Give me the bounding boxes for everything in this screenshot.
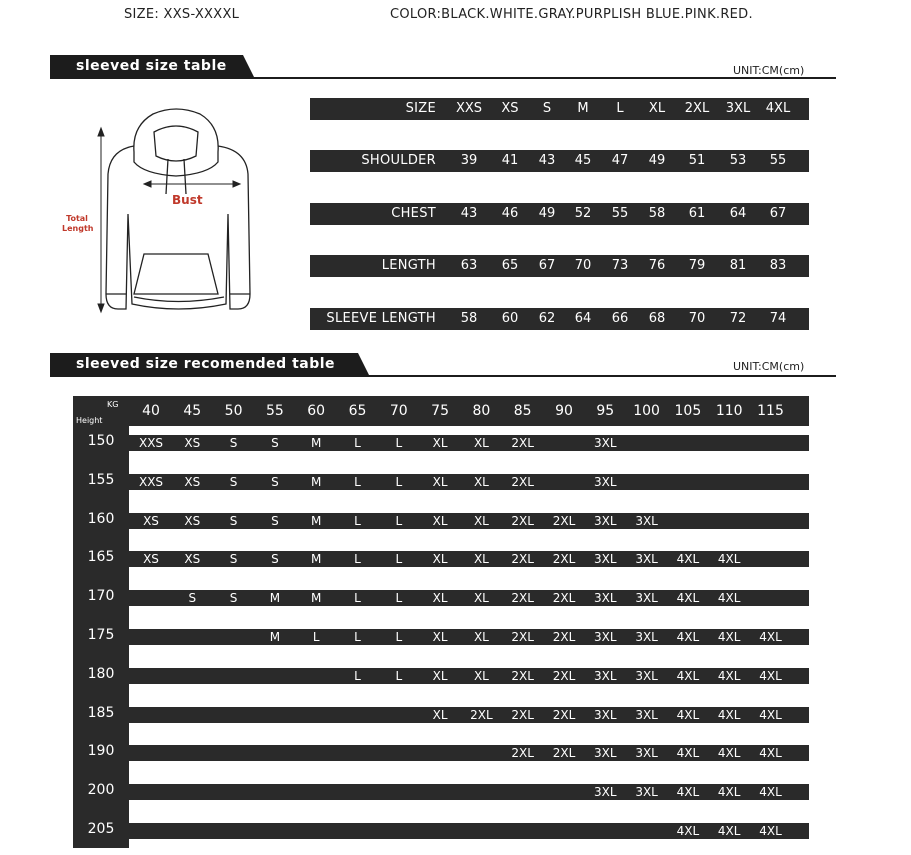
size-table-cell: 58	[648, 206, 666, 221]
kg-header-cell: 110	[715, 403, 743, 419]
recommended-row	[73, 665, 809, 684]
recommended-size-cell: 2XL	[511, 668, 534, 683]
recommended-size-cell: 4XL	[676, 591, 700, 606]
bust-label: Bust	[172, 193, 203, 207]
size-table-row-label: CHEST	[391, 206, 436, 221]
recommended-size-cell: 4XL	[759, 707, 782, 722]
size-table-cell: 43	[460, 206, 478, 221]
recommended-row	[73, 629, 809, 645]
recommended-size-cell: 3XL	[635, 630, 658, 644]
size-table-cell: XL	[648, 101, 666, 116]
size-table-cell: 55	[611, 206, 629, 221]
recommended-size-cell: 3XL	[594, 707, 617, 722]
size-table-cell: 49	[538, 206, 556, 221]
recommended-size-cell: L	[354, 630, 361, 644]
recommended-size-cell: 2XL	[470, 707, 493, 722]
recommended-size-cell: S	[229, 591, 238, 606]
recommended-size-cell: 3XL	[594, 436, 617, 450]
recommended-size-cell: XXS	[138, 474, 164, 489]
recommended-size-cell: XL	[432, 552, 448, 567]
kg-header-cell: 65	[348, 403, 367, 419]
recommended-size-cell: 2XL	[511, 552, 534, 567]
recommended-table-unit: UNIT:CM(cm)	[733, 360, 805, 373]
recommended-size-cell: XL	[473, 591, 489, 606]
bust-arrow-right-head	[233, 181, 240, 187]
height-corner-label: Height	[76, 416, 103, 425]
height-label: 175	[87, 627, 115, 643]
recommended-size-cell: 4XL	[676, 630, 700, 644]
recommended-table-title: sleeved size recomended table	[50, 353, 358, 377]
recommended-size-cell: 3XL	[635, 746, 658, 761]
drawstring-right	[184, 159, 186, 194]
recommended-size-cell: M	[311, 591, 322, 606]
recommended-size-cell: L	[354, 436, 361, 450]
size-table-cell: 49	[648, 153, 666, 168]
recommended-size-cell: 3XL	[635, 785, 658, 800]
kg-header-cell: 50	[224, 403, 243, 419]
size-table-cell: XXS	[455, 101, 483, 116]
recommended-size-cell: L	[395, 436, 403, 450]
recommended-size-cell: S	[271, 436, 279, 450]
size-table-cell: 52	[574, 206, 592, 221]
recommended-size-cell: XL	[432, 630, 448, 644]
hood-outline	[134, 109, 218, 176]
size-table-cell: 83	[769, 258, 787, 273]
recommended-size-cell: XL	[473, 630, 489, 644]
recommended-row	[73, 435, 809, 451]
size-table-cell: 76	[648, 258, 666, 273]
recommended-size-cell: XXS	[138, 436, 164, 450]
height-label: 190	[87, 743, 115, 760]
recommended-row	[73, 551, 809, 567]
size-table-row	[310, 98, 809, 120]
recommended-size-cell: S	[229, 552, 238, 567]
height-label: 185	[87, 704, 115, 721]
recommended-size-cell: S	[271, 552, 279, 567]
kg-header-cell: 105	[674, 403, 702, 419]
size-table-cell: 4XL	[765, 101, 791, 116]
size-table-cell: 74	[769, 311, 787, 326]
recommended-size-cell: 2XL	[511, 707, 534, 722]
recommended-size-cell: S	[271, 474, 279, 489]
size-table-cell: 64	[574, 311, 592, 326]
kg-header-cell: 85	[513, 403, 532, 419]
size-table-cell: 70	[688, 311, 706, 326]
size-table-cell: 67	[538, 258, 556, 273]
body-outline	[106, 146, 250, 309]
recommended-size-cell: 3XL	[635, 513, 658, 528]
recommended-size-cell: 4XL	[717, 591, 741, 606]
recommended-size-cell: XS	[184, 436, 201, 450]
size-table-cell: 67	[769, 206, 787, 221]
total-length-label-line-2: Length	[62, 224, 94, 233]
recommended-size-cell: XL	[473, 513, 489, 528]
recommended-size-cell: L	[395, 591, 403, 606]
recommended-size-cell: 4XL	[676, 824, 700, 838]
recommended-size-cell: XS	[184, 552, 201, 567]
recommended-size-cell: M	[311, 436, 322, 450]
total-length-label	[62, 214, 92, 234]
recommended-size-cell: 3XL	[594, 668, 617, 683]
recommended-size-cell: S	[229, 513, 238, 528]
recommended-size-cell: 4XL	[676, 746, 700, 761]
recommended-size-cell: 3XL	[635, 707, 658, 722]
size-table-cell: 62	[538, 311, 556, 326]
height-column	[73, 396, 129, 848]
kg-header-cell: 100	[633, 403, 660, 419]
drawstring-left	[166, 159, 168, 194]
kg-header-cell: 55	[265, 403, 284, 419]
recommended-size-cell: 4XL	[717, 707, 741, 722]
recommended-size-cell: 2XL	[552, 552, 576, 567]
recommended-size-cell: S	[229, 474, 238, 489]
total-length-label-line-1: Total	[66, 214, 88, 223]
recommended-size-cell: 2XL	[511, 630, 534, 644]
recommended-size-cell: 4XL	[676, 668, 700, 683]
height-label: 200	[87, 782, 115, 799]
kg-header-cell: 40	[142, 403, 160, 419]
hoodie-diagram	[58, 104, 288, 324]
size-table-cell: 45	[574, 153, 592, 168]
recommended-size-cell: 2XL	[511, 746, 534, 761]
kg-header-cell: 90	[555, 403, 573, 419]
recommended-size-cell: L	[354, 474, 361, 489]
size-table-cell: 81	[729, 258, 747, 273]
recommended-size-cell: L	[354, 591, 361, 606]
recommended-size-cell: 4XL	[759, 668, 782, 683]
recommended-size-cell: 3XL	[594, 746, 617, 761]
recommended-size-cell: 4XL	[717, 746, 741, 761]
size-table-unit: UNIT:CM(cm)	[733, 64, 805, 77]
size-table-row	[310, 150, 809, 172]
recommended-size-cell: L	[312, 630, 320, 644]
recommended-size-cell: 3XL	[635, 591, 658, 606]
recommended-size-cell: XS	[143, 552, 159, 567]
size-table-cell: 61	[688, 206, 706, 221]
recommended-size-cell: 2XL	[552, 707, 576, 722]
size-table-cell: 39	[460, 153, 478, 168]
size-table-row-label: SIZE	[405, 101, 436, 116]
recommended-size-cell: XL	[473, 668, 489, 683]
recommended-size-cell: 2XL	[511, 474, 534, 489]
size-range-text: SIZE: XXS-XXXXL	[124, 7, 240, 22]
recommended-size-cell: L	[395, 668, 403, 683]
size-table-cell: L	[616, 101, 624, 116]
size-table-row	[310, 308, 809, 330]
size-table-row	[310, 255, 809, 277]
recommended-size-cell: M	[269, 591, 281, 606]
recommended-size-cell: L	[354, 668, 361, 683]
size-table-cell: 65	[501, 258, 519, 273]
size-table-cell: 53	[729, 153, 747, 168]
size-table-cell: 72	[729, 311, 747, 326]
recommended-size-cell: XL	[432, 436, 448, 450]
recommended-size-cell: 3XL	[594, 552, 617, 567]
recommended-size-cell: L	[395, 474, 403, 489]
size-table-cell: 68	[648, 311, 666, 326]
recommended-size-cell: XS	[143, 513, 159, 528]
bust-arrow-left-head	[144, 181, 151, 187]
height-label: 155	[87, 471, 115, 488]
recommended-row	[73, 510, 809, 529]
size-table-cell: 66	[611, 311, 629, 326]
size-table-row-label: SLEEVE LENGTH	[326, 311, 436, 326]
recommended-size-cell: 4XL	[759, 746, 782, 761]
recommended-size-cell: 2XL	[552, 513, 576, 528]
recommended-row	[73, 590, 809, 606]
recommended-size-cell: XL	[432, 513, 448, 528]
size-table-row	[310, 203, 809, 225]
size-table-row-label: SHOULDER	[361, 153, 436, 168]
recommended-size-cell: 4XL	[717, 785, 741, 800]
height-label: 160	[87, 510, 115, 527]
recommended-size-cell: XL	[432, 474, 448, 489]
recommended-size-cell: 2XL	[552, 746, 576, 761]
kg-header-cell: 115	[757, 403, 784, 419]
recommended-row	[73, 704, 809, 723]
kg-header-cell: 80	[472, 403, 491, 419]
recommended-size-cell: 3XL	[635, 668, 658, 683]
recommended-row	[73, 471, 809, 490]
recommended-size-grid	[73, 396, 809, 848]
recommended-size-cell: 3XL	[635, 552, 658, 567]
recommended-size-cell: 2XL	[552, 591, 576, 606]
size-table-cell: 73	[611, 258, 629, 273]
recommended-row	[73, 745, 809, 761]
recommended-size-cell: 4XL	[759, 630, 782, 644]
recommended-row	[73, 823, 809, 839]
recommended-table-rule	[358, 375, 836, 377]
height-label: 165	[87, 549, 115, 566]
recommended-size-cell: 3XL	[594, 630, 617, 644]
recommended-size-cell: M	[311, 474, 322, 489]
size-table-cell: 79	[688, 258, 706, 273]
kg-corner-label: KG	[107, 400, 119, 409]
size-table-row-label: LENGTH	[381, 258, 436, 273]
recommended-size-cell: L	[354, 552, 361, 567]
kg-header-cell: 95	[596, 403, 615, 419]
recommended-size-cell: 4XL	[717, 630, 741, 644]
recommended-size-cell: L	[395, 552, 403, 567]
recommended-size-cell: XS	[184, 474, 201, 489]
recommended-size-cell: S	[271, 513, 279, 528]
size-table-cell: M	[577, 101, 589, 116]
size-table-cell: 46	[501, 206, 519, 221]
recommended-size-cell: 4XL	[717, 552, 741, 567]
size-table-cell: 58	[460, 311, 478, 326]
colors-text: COLOR:BLACK.WHITE.GRAY.PURPLISH BLUE.PINK.RED.	[390, 7, 753, 22]
size-table-cell: S	[542, 101, 552, 116]
recommended-size-cell: 3XL	[594, 591, 617, 606]
recommended-size-cell: XL	[473, 552, 489, 567]
recommended-size-cell: M	[311, 513, 322, 528]
recommended-size-cell: XL	[432, 668, 448, 683]
recommended-size-cell: M	[269, 630, 281, 644]
recommended-size-cell: 4XL	[759, 785, 782, 800]
size-table-cell: 2XL	[684, 101, 710, 116]
recommended-size-cell: 4XL	[676, 552, 700, 567]
recommended-size-cell: XL	[432, 591, 448, 606]
recommended-size-cell: 3XL	[594, 785, 617, 800]
recommended-size-cell: 4XL	[676, 785, 700, 800]
height-label: 180	[87, 665, 115, 682]
size-table-cell: 55	[769, 153, 787, 168]
recommended-size-cell: XL	[473, 474, 489, 489]
recommended-size-cell: XL	[432, 707, 448, 722]
recommended-size-cell: 4XL	[717, 668, 741, 683]
recommended-size-cell: S	[229, 436, 238, 450]
recommended-size-cell: 4XL	[676, 707, 700, 722]
size-table-title: sleeved size table	[50, 55, 243, 79]
size-table-cell: 63	[460, 258, 478, 273]
size-table-rule	[243, 77, 836, 79]
recommended-size-cell: 2XL	[552, 630, 576, 644]
recommended-size-cell: L	[354, 513, 361, 528]
kg-header-cell: 60	[307, 403, 326, 419]
size-table-cell: 47	[611, 153, 629, 168]
recommended-size-cell: 2XL	[511, 591, 534, 606]
recommended-size-cell: XL	[473, 436, 489, 450]
height-label: 170	[87, 588, 115, 605]
kg-header-cell: 45	[183, 403, 202, 419]
size-table-cell: 70	[574, 258, 592, 273]
recommended-size-cell: 2XL	[511, 513, 534, 528]
kg-header-cell: 75	[431, 403, 449, 419]
pocket-outline	[134, 254, 218, 294]
length-arrow-top-head	[98, 128, 104, 136]
hood-opening	[154, 126, 198, 161]
height-label: 150	[87, 433, 115, 449]
recommended-size-cell: XS	[184, 513, 201, 528]
recommended-size-cell: S	[188, 591, 197, 606]
recommended-size-cell: 3XL	[594, 474, 617, 489]
recommended-size-cell: 4XL	[759, 824, 782, 838]
size-table-cell: 51	[688, 153, 706, 168]
length-arrow-bottom-head	[98, 304, 104, 312]
kg-header-cell: 70	[389, 403, 408, 419]
recommended-size-cell: 3XL	[594, 513, 617, 528]
size-table-cell: 64	[729, 206, 747, 221]
height-label: 205	[87, 821, 115, 837]
recommended-size-cell: 2XL	[552, 668, 576, 683]
recommended-size-cell: 4XL	[717, 824, 741, 838]
waistband-line	[134, 297, 224, 302]
size-table-cell: 60	[501, 311, 519, 326]
size-table-cell: 43	[538, 153, 556, 168]
recommended-size-cell: M	[311, 552, 322, 567]
recommended-size-cell: L	[395, 513, 403, 528]
size-table-cell: 3XL	[725, 101, 751, 116]
size-table-cell: 41	[501, 153, 519, 168]
recommended-size-cell: 2XL	[511, 436, 534, 450]
size-table-cell: XS	[501, 101, 519, 116]
recommended-row	[73, 784, 809, 800]
recommended-size-cell: L	[395, 630, 403, 644]
